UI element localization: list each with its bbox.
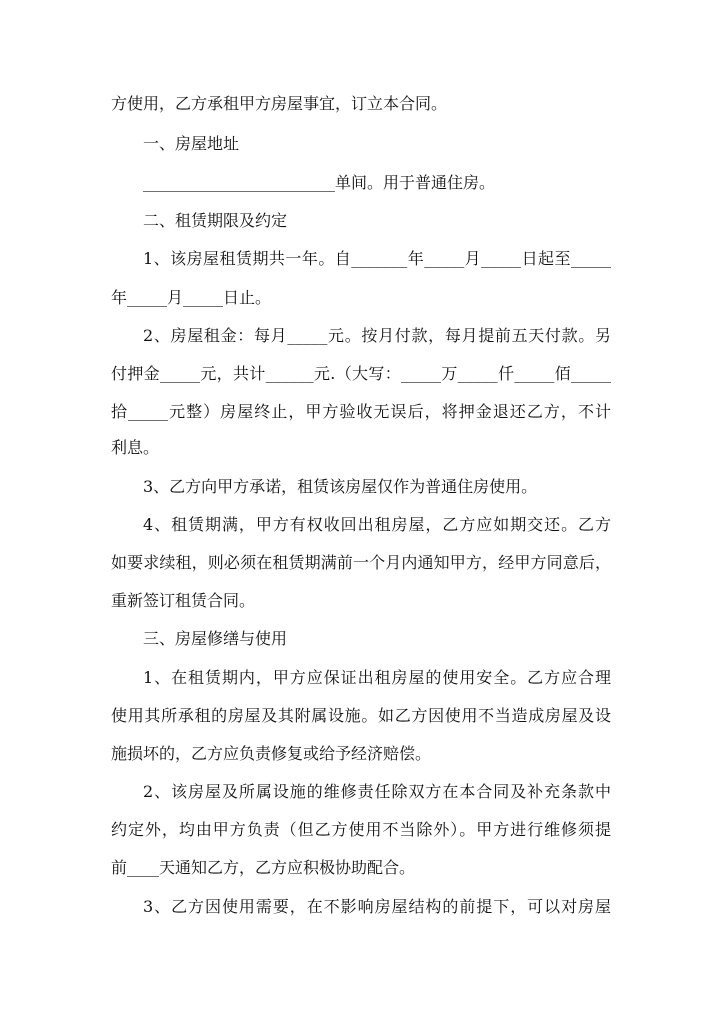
paragraph-line: 4、租赁期满，甲方有权收回出租房屋，乙方应如期交还。乙方 (143, 515, 611, 534)
paragraph-line: 年_____月_____日止。 (111, 288, 272, 307)
paragraph-line: 方使用，乙方承租甲方房屋事宜，订立本合同。 (111, 94, 448, 113)
paragraph-line: 利息。 (111, 438, 160, 457)
section-heading-term: 二、租赁期限及约定 (143, 211, 288, 230)
paragraph-line: 拾_____元整）房屋终止，甲方验收无误后，将押金退还乙方，不计 (111, 402, 611, 421)
paragraph-line: 2、该房屋及所属设施的维修责任除双方在本合同及补充条款中 (143, 782, 611, 801)
paragraph-line: ________________________单间。用于普通住房。 (143, 173, 496, 192)
paragraph-line: 付押金_____元，共计______元.（大写：_____万_____仟_____佰_____ (111, 364, 611, 383)
paragraph-line: 约定外，均由甲方负责（但乙方使用不当除外）。甲方进行维修须提 (111, 820, 611, 839)
section-heading-repair: 三、房屋修缮与使用 (143, 629, 288, 648)
paragraph-line: 3、乙方因使用需要，在不影响房屋结构的前提下，可以对房屋 (143, 897, 611, 916)
paragraph-line: 3、乙方向甲方承诺，租赁该房屋仅作为普通住房使用。 (143, 477, 538, 496)
paragraph-line: 施损坏的，乙方应负责修复或给予经济赔偿。 (111, 744, 432, 763)
paragraph-line: 1、在租赁期内，甲方应保证出租房屋的使用安全。乙方应合理 (143, 668, 611, 687)
paragraph-line: 如要求续租，则必须在租赁期满前一个月内通知甲方，经甲方同意后， (111, 553, 611, 572)
paragraph-line: 使用其所承租的房屋及其附属设施。如乙方因使用不当造成房屋及设 (111, 706, 611, 725)
paragraph-line: 重新签订租赁合同。 (111, 591, 256, 610)
paragraph-line: 1、该房屋租赁期共一年。自_______年_____月_____日起至_____ (143, 249, 611, 268)
paragraph-line: 2、房屋租金：每月_____元。按月付款，每月提前五天付款。另 (143, 326, 611, 345)
section-heading-address: 一、房屋地址 (143, 134, 240, 153)
paragraph-line: 前____天通知乙方，乙方应积极协助配合。 (111, 858, 416, 877)
